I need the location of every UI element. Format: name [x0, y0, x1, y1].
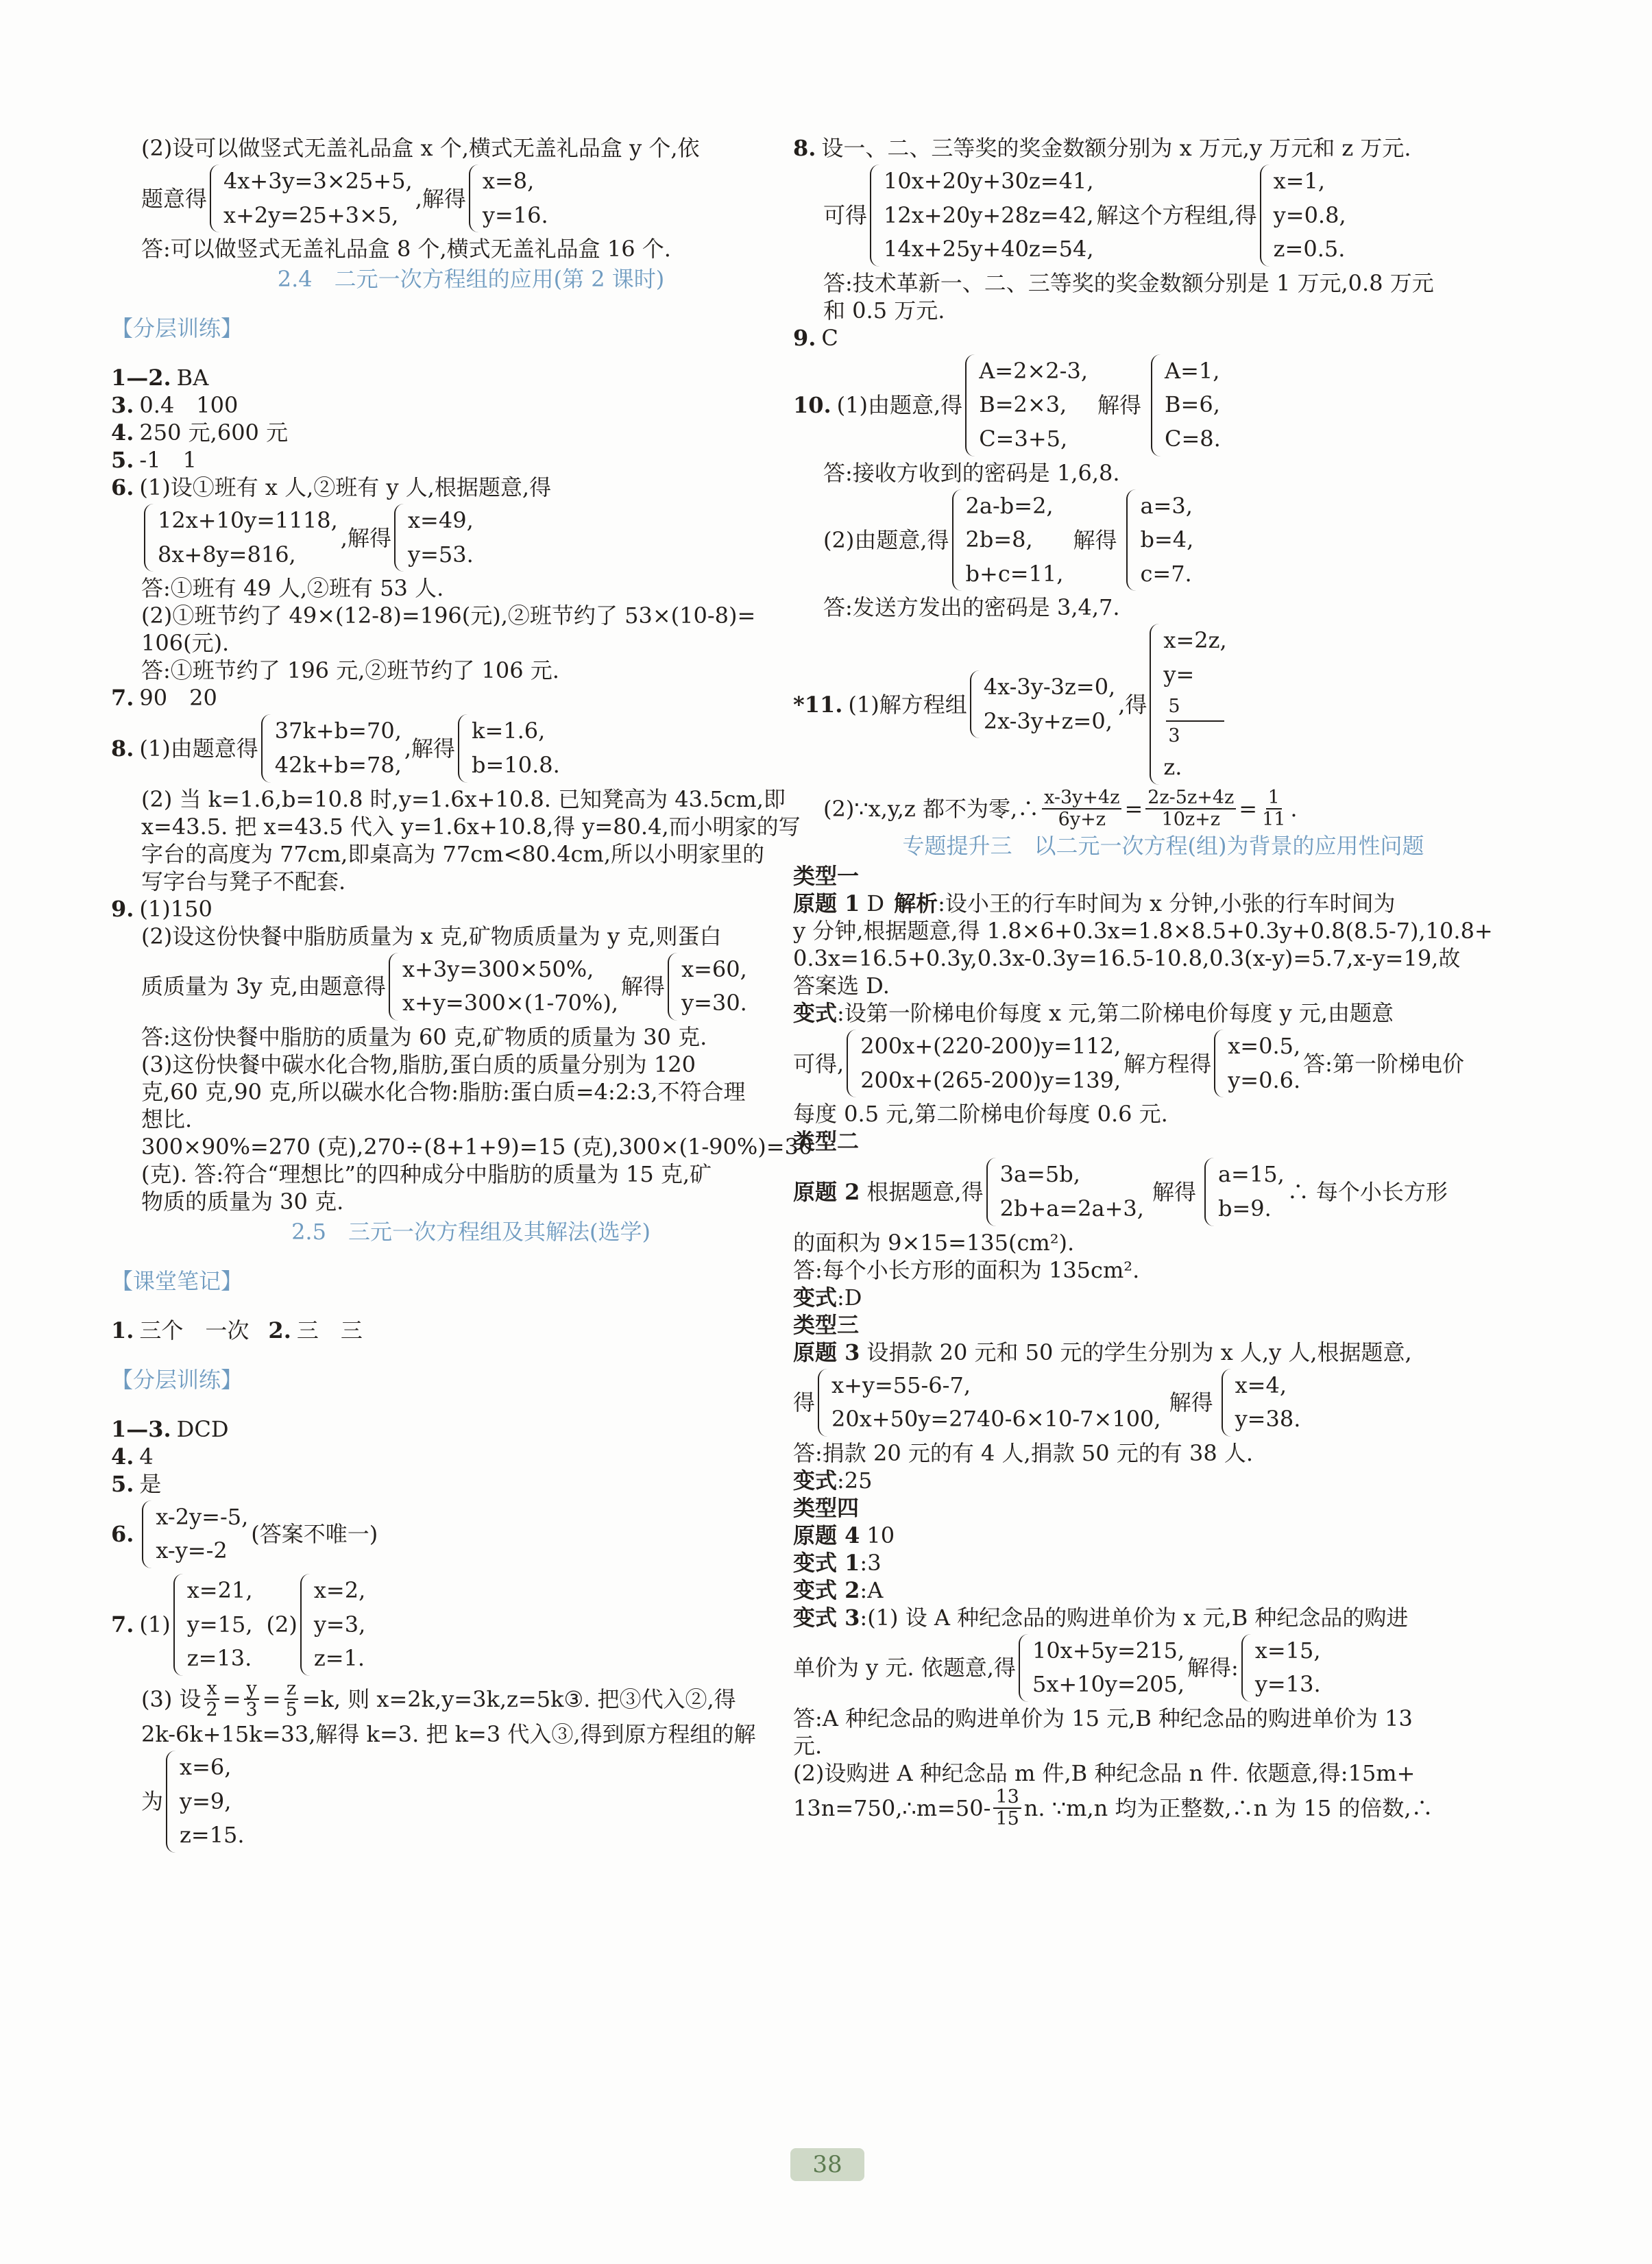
notes-answers [111, 1317, 831, 1344]
var4b [793, 1577, 1533, 1604]
rq10-eq2 [793, 487, 1533, 594]
orig1-line1 [793, 890, 1533, 917]
var4c-p2a: (2)设购进 A 种纪念品 m 件,B 种纪念品 n 件. 依题意,得:15m+ [793, 1760, 1416, 1786]
orig1-ans: D [866, 890, 885, 917]
rq8-line1 [793, 134, 1533, 162]
rq11-f3 [1260, 788, 1287, 829]
orig4-text: 10 [866, 1522, 895, 1548]
r7-p3c [111, 1748, 831, 1855]
l1-eq-lead: 题意得 [141, 185, 208, 212]
q9-p4c: 物质的质量为 30 克. [141, 1188, 344, 1215]
rq10-solve2: 解得 [1073, 526, 1117, 553]
q9-p3c: 想比. [141, 1106, 193, 1132]
var2-label: 变式 [793, 1284, 838, 1311]
var4c-ans2: 元. [793, 1732, 823, 1759]
rq10-sys1-2: C=3+5, [979, 425, 1068, 452]
type4-heading: 类型四 [793, 1494, 860, 1521]
rq11-f2d: 10z+z [1161, 808, 1220, 830]
rq9-num: 9. [793, 324, 816, 351]
var1-equation [793, 1027, 1533, 1100]
rq8-lead: 可得 [823, 202, 868, 229]
r7-p1: (1) [139, 1611, 171, 1638]
q3-num: 3. [111, 392, 134, 419]
q3-text: 0.4 100 [139, 392, 239, 419]
rq11-lead: (1)解方程组 [848, 691, 967, 718]
rq10-sys1-1: B=2×3, [979, 391, 1067, 418]
q5-num: 5. [111, 447, 134, 474]
r7-p3c-text: 为 [141, 1788, 164, 1815]
rq11-sol-1 [1163, 658, 1226, 785]
r7-sol3-0: x=6, [180, 1754, 232, 1781]
r5-text: 是 [139, 1470, 162, 1497]
q8-p2b: x=43.5. 把 x=43.5 代入 y=1.6x+10.8,得 y=80.4,而小明家的写 [141, 813, 801, 840]
var3-text: :25 [837, 1467, 873, 1494]
rq10-sol1-0: A=1, [1165, 357, 1220, 384]
rq8-sol-2: z=0.5. [1273, 236, 1346, 263]
q7-text: 90 20 [139, 685, 217, 711]
orig3-sol-1: y=38. [1235, 1406, 1301, 1433]
q4-num: 4. [111, 419, 134, 446]
r6-sys-0: x-2y=-5, [156, 1503, 249, 1530]
q9-p2a: (2)设这份快餐中脂肪质量为 x 克,矿物质质量为 y 克,则蛋白 [141, 923, 722, 949]
rq10-system1 [965, 354, 1088, 457]
r7-frac-z [284, 1679, 300, 1720]
var4c-a: :(1) 设 A 种纪念品的购进单价为 x 元,B 种纪念品的购进 [860, 1604, 1409, 1631]
q9-sys-1: x+y=300×(1-70%), [402, 990, 619, 1017]
var1-line1 [793, 999, 1533, 1027]
rq10-sol2-1: b=4, [1140, 526, 1194, 553]
var4c-sol-1: y=13. [1254, 1671, 1321, 1698]
var4c-equation [793, 1631, 1533, 1705]
r7-sol2-0: x=2, [313, 1577, 366, 1603]
r4-num: 4. [111, 1443, 134, 1470]
r4-text: 4 [139, 1443, 154, 1470]
l1-sol-0: x=8, [482, 168, 535, 194]
r7-f1n: x [204, 1679, 219, 1701]
r7-sol2-1: y=3, [313, 1611, 366, 1638]
r7-f2n: y [244, 1679, 258, 1701]
q8-system [261, 714, 402, 782]
r5-num: 5. [111, 1470, 134, 1497]
rq11-f1d: 6y+z [1058, 808, 1106, 830]
l1-sol-1: y=16. [482, 202, 548, 228]
var4c-sys-0: 10x+5y=215, [1032, 1637, 1185, 1664]
orig2-solve: 解得 [1152, 1178, 1196, 1205]
q3 [111, 391, 831, 419]
q1-2-text: BA [176, 365, 209, 391]
rq11-f1 [1042, 788, 1121, 829]
var3-label: 变式 [793, 1467, 838, 1494]
l1-answer: 答:可以做竖式无盖礼品盒 8 个,横式无盖礼品盒 16 个. [141, 236, 671, 263]
rq11-eq2: = [1239, 795, 1258, 822]
l1-system [210, 165, 413, 232]
type2-heading: 类型二 [793, 1128, 860, 1155]
q9-solution [668, 953, 747, 1021]
type3-heading: 类型三 [793, 1311, 860, 1338]
n2-num: 2. [268, 1317, 291, 1343]
q6-ans2: 答:①班节约了 196 元,②班节约了 106 元. [141, 657, 559, 684]
var4c-frac [993, 1787, 1021, 1829]
page-number: 38 [790, 2148, 864, 2181]
q9-equation [111, 950, 831, 1023]
var4c-lead: 单价为 y 元. 依题意,得 [793, 1655, 1016, 1681]
class-notes-heading: 【课堂笔记】 [111, 1267, 243, 1294]
rq8-solution [1260, 165, 1346, 267]
rq11-eq1: = [1124, 795, 1143, 822]
r6 [111, 1498, 831, 1571]
rq8-sol-1: y=0.8, [1273, 202, 1346, 228]
rq9 [793, 324, 1533, 352]
q8-p2c: 字台的高度为 77cm,即桌高为 77cm<80.4cm,所以小明家里的 [141, 840, 764, 867]
var4c-line1 [793, 1604, 1533, 1631]
var4a [793, 1549, 1533, 1577]
rq11-p2 [793, 788, 1533, 829]
r7-p2: (2) [266, 1611, 297, 1638]
r6-note: (答案不唯一) [251, 1521, 378, 1548]
r7-sol2-2: z=1. [313, 1645, 365, 1672]
q6-line1 [111, 474, 831, 501]
r4 [111, 1443, 831, 1470]
r5 [111, 1470, 831, 1498]
r7-f3n: z [284, 1679, 298, 1701]
r7-sol1-0: x=21, [186, 1577, 253, 1603]
orig1-a: :设小王的行车时间为 x 分钟,小张的行车时间为 [938, 890, 1396, 917]
rq10-sys2-2: b+c=11, [965, 560, 1064, 587]
layer-train-heading: 【分层训练】 [111, 315, 243, 342]
var4c-sol-0: x=15, [1254, 1637, 1321, 1664]
section-2-5-title: 2.5 三元一次方程组及其解法(选学) [291, 1218, 651, 1245]
rq10-system2 [952, 489, 1064, 592]
orig4 [793, 1522, 1533, 1549]
rq8-equation [793, 162, 1533, 269]
rq10-sol2-2: c=7. [1140, 560, 1192, 587]
type1-heading: 类型一 [793, 863, 860, 890]
q6-text2: (2)①班节约了 49×(12-8)=196(元),②班节约了 53×(10-8)= [141, 602, 756, 629]
q9-sol-1: y=30. [681, 990, 747, 1017]
rq8-ans1: 答:技术革新一、二、三等奖的奖金数额分别是 1 万元,0.8 万元 [823, 269, 1434, 296]
q6-ans1: 答:①班有 49 人,②班有 53 人. [141, 575, 444, 602]
q6-num: 6. [111, 474, 134, 501]
var1-a: :设第一阶梯电价每度 x 元,第二阶梯电价每度 y 元,由题意 [837, 1000, 1394, 1027]
var4c-sys-1: 5x+10y=205, [1032, 1671, 1185, 1698]
rq10-sys2-1: 2b=8, [965, 526, 1033, 553]
l1-line: (2)设可以做竖式无盖礼品盒 x 个,横式无盖礼品盒 y 个,依 [141, 135, 700, 161]
q9-sol-0: x=60, [681, 955, 747, 982]
rq8-sys-1: 12x+20y+28z=42, [884, 202, 1094, 228]
r7-f1d: 2 [206, 1699, 218, 1721]
orig2-b: 的面积为 9×15=135(cm²). [793, 1229, 1075, 1256]
q9-p1 [111, 895, 831, 923]
var2 [793, 1284, 1533, 1311]
r7-eq1: = [222, 1686, 241, 1713]
r7-p3b: 2k-6k+15k=33,解得 k=3. 把 k=3 代入③,得到原方程组的解 [141, 1721, 756, 1748]
orig2-equation [793, 1155, 1533, 1228]
r7-f2d: 3 [245, 1699, 258, 1721]
rq11-sol2-post: z. [1163, 754, 1182, 781]
orig3-a: 设捐款 20 元和 50 元的学生分别为 x 人,y 人,根据题意, [866, 1339, 1412, 1365]
q6-sol-0: x=49, [407, 507, 474, 534]
var4c-p2b-post: n. ∵m,n 均为正整数,∴n 为 15 的倍数,∴ [1023, 1794, 1433, 1821]
q8-solve: ,解得 [404, 735, 456, 762]
r7-p3-rest: =k, 则 x=2k,y=3k,z=5k③. 把③代入②,得 [302, 1686, 736, 1713]
var4b-label: 变式 2 [793, 1577, 860, 1603]
var4b-text: :A [860, 1577, 884, 1603]
orig3-sol-0: x=4, [1235, 1372, 1287, 1398]
right-column [793, 134, 1533, 1829]
var4c-ans1: 答:A 种纪念品的购进单价为 15 元,B 种纪念品的购进单价为 13 [793, 1705, 1413, 1731]
rq10-num: 10. [793, 392, 831, 419]
var1-lead: 可得, [793, 1050, 845, 1077]
q6-text2b: 106(元). [141, 630, 230, 657]
rq10-sol2-0: a=3, [1140, 492, 1193, 519]
q9-ans: 答:这份快餐中脂肪的质量为 60 克,矿物质的质量为 30 克. [141, 1023, 707, 1050]
orig3-system [818, 1369, 1161, 1437]
rq11-f3n: 1 [1266, 788, 1282, 810]
rq10-solution2 [1126, 489, 1193, 592]
rq10-lead1: (1)由题意,得 [836, 392, 963, 419]
orig2-lead: 根据题意,得 [866, 1178, 984, 1205]
q8-solution [458, 714, 560, 782]
r7-frac-y [244, 1679, 260, 1720]
rq11-solve: ,得 [1118, 691, 1147, 718]
q9-p4b: (克). 答:符合“理想比”的四种成分中脂肪的质量为 15 克,矿 [141, 1160, 712, 1187]
r6-num: 6. [111, 1521, 134, 1548]
rq8-solve: 解这个方程组,得 [1096, 202, 1257, 229]
rq11-f2 [1145, 788, 1236, 829]
rq8-text: 设一、二、三等奖的奖金数额分别为 x 万元,y 万元和 z 万元. [821, 135, 1411, 161]
var4c-p2b-pre: 13n=750,∴m=50- [793, 1794, 991, 1821]
rq8-sys-2: 14x+25y+40z=54, [884, 236, 1094, 263]
orig2-ans: 答:每个小长方形的面积为 135cm². [793, 1256, 1140, 1283]
rq8-sys-0: 10x+20y+30z=41, [884, 168, 1094, 194]
rq10-sol1-1: B=6, [1165, 391, 1220, 418]
left-column [111, 134, 831, 1855]
l1-equation [111, 162, 831, 235]
var4c-p2b [793, 1787, 1533, 1829]
rq10-sys1-0: A=2×2-3, [979, 357, 1088, 384]
orig2-solution [1204, 1158, 1285, 1226]
orig2-sol-0: a=15, [1217, 1161, 1285, 1188]
r7-num: 7. [111, 1611, 134, 1638]
rq10-sol1-2: C=8. [1165, 425, 1221, 452]
rq11-sol2-pre: y= [1163, 661, 1195, 687]
r7-sol3-2: z=15. [180, 1822, 245, 1849]
rq11-p1 [793, 621, 1533, 787]
rq11-frac-d: 3 [1168, 725, 1180, 747]
orig3-solve: 解得 [1169, 1389, 1213, 1416]
var1-sol-0: x=0.5, [1228, 1033, 1301, 1060]
q9-system [389, 953, 618, 1021]
r1-3-num: 1—3. [111, 1415, 171, 1442]
rq10-solution1 [1151, 354, 1221, 457]
q7-num: 7. [111, 685, 134, 711]
q6-sol-1: y=53. [407, 541, 474, 568]
q6-solution [394, 504, 474, 572]
orig2-sys-1: 2b+a=2a+3, [999, 1195, 1144, 1221]
rq10-ans1: 答:接收方收到的密码是 1,6,8. [823, 459, 1120, 486]
r7-p3 [111, 1679, 831, 1720]
orig3-sys-0: x+y=55-6-7, [831, 1372, 971, 1398]
rq11-sys-1: 2x-3y+z=0, [983, 707, 1113, 734]
q8-p2a: (2) 当 k=1.6,b=10.8 时,y=1.6x+10.8. 已知凳高为 43.5cm,即 [141, 786, 786, 812]
orig2-system [986, 1158, 1144, 1226]
var4c-frac-d: 15 [995, 1807, 1019, 1829]
rq8-system [870, 165, 1093, 267]
r7-sol3 [166, 1751, 245, 1853]
q9-solve: 解得 [621, 973, 666, 1000]
rq11-end: . [1290, 795, 1298, 822]
r7-eq2: = [262, 1686, 281, 1713]
q8-equation [111, 711, 831, 785]
orig1-d: 答案选 D. [793, 973, 890, 999]
var1-b: 每度 0.5 元,第二阶梯电价每度 0.6 元. [793, 1101, 1168, 1128]
rq11-sys-0: 4x-3y-3z=0, [983, 673, 1116, 700]
r1-3 [111, 1415, 831, 1443]
q9-p4a: 300×90%=270 (克),270÷(8+1+9)=15 (克),300×(1-90%)=30 [141, 1133, 813, 1160]
r7-frac-x [204, 1679, 220, 1720]
q9-num: 9. [111, 895, 134, 922]
rq10-eq1 [793, 352, 1533, 459]
orig3-ans: 答:捐款 20 元的有 4 人,捐款 50 元的有 38 人. [793, 1439, 1254, 1466]
q9-sys-0: x+3y=300×50%, [402, 955, 594, 982]
l1-solution [469, 165, 548, 232]
orig1-c: 0.3x=16.5+0.3y,0.3x-0.3y=16.5-10.8,0.3(x-y)=5.7,x-y=19,故 [793, 945, 1461, 972]
n2-text: 三 三 [296, 1317, 363, 1343]
q4-text: 250 元,600 元 [139, 419, 289, 446]
l1-sys-0: 4x+3y=3×25+5, [223, 168, 413, 194]
r6-system [142, 1500, 248, 1568]
q8-sys-1: 42k+b=78, [274, 751, 402, 778]
q6-solve: ,解得 [340, 524, 391, 551]
rq10-ans2: 答:发送方发出的密码是 3,4,7. [823, 594, 1120, 621]
q6-text1: (1)设①班有 x 人,②班有 y 人,根据题意,得 [139, 474, 552, 501]
q1-2-num: 1—2. [111, 365, 171, 391]
var1-system [847, 1030, 1121, 1097]
q8-p2d: 写字台与凳子不配套. [141, 868, 346, 894]
orig1-analysis-label: 解析 [894, 890, 938, 917]
q8-sys-0: 37k+b=70, [274, 718, 402, 744]
layer-train2-heading: 【分层训练】 [111, 1366, 243, 1393]
orig2-sol-1: b=9. [1217, 1195, 1272, 1221]
topic-title: 专题提升三 以二元一次方程(组)为背景的应用性问题 [902, 833, 1424, 860]
r7-f3d: 5 [285, 1699, 297, 1721]
rq10-sys2-0: 2a-b=2, [965, 492, 1054, 519]
q4 [111, 419, 831, 446]
q8-sol-1: b=10.8. [472, 751, 560, 778]
var4c-system [1019, 1634, 1185, 1702]
r7-sol2 [300, 1574, 365, 1676]
var4a-label: 变式 1 [793, 1549, 860, 1576]
orig1-label: 原题 1 [793, 890, 860, 917]
q7 [111, 684, 831, 711]
q6-equation [111, 501, 831, 574]
var4c-solve: 解得: [1187, 1655, 1239, 1681]
rq9-text: C [821, 324, 838, 351]
rq11-solution [1150, 624, 1226, 784]
var1-solution [1214, 1030, 1300, 1097]
orig3-sys-1: 20x+50y=2740-6×10-7×100, [831, 1406, 1161, 1433]
var1-tail: 答:第一阶梯电价 [1303, 1050, 1464, 1077]
r7-sol1-1: y=15, [186, 1611, 253, 1638]
q6-sys-1: 8x+8y=816, [158, 541, 296, 568]
var1-sys-0: 200x+(220-200)y=112, [860, 1033, 1121, 1060]
var4c-solution [1241, 1634, 1321, 1702]
rq11-f3d: 11 [1262, 808, 1286, 830]
orig3-solution [1222, 1369, 1301, 1437]
r7-sol3-1: y=9, [180, 1788, 232, 1814]
q6-system [144, 504, 338, 572]
orig2-label: 原题 2 [793, 1178, 860, 1205]
r7-p3-lead: (3) 设 [141, 1686, 202, 1713]
section-2-4-title: 2.4 二元一次方程组的应用(第 2 课时) [277, 266, 665, 293]
var2-text: :D [837, 1284, 862, 1311]
q5-text: -1 1 [139, 447, 197, 474]
r1-3-text: DCD [176, 1415, 229, 1442]
q8-num: 8. [111, 735, 134, 762]
rq11-frac [1166, 692, 1224, 751]
rq11-f2n: 2z-5z+4z [1145, 788, 1236, 810]
q9-p2lead: 质质量为 3y 克,由题意得 [141, 973, 386, 1000]
n1-num: 1. [111, 1317, 134, 1343]
rq8-ans2: 和 0.5 万元. [823, 297, 945, 324]
rq8-sol-0: x=1, [1273, 168, 1326, 194]
orig3-equation [793, 1366, 1533, 1439]
var3 [793, 1467, 1533, 1494]
var4a-text: :3 [860, 1549, 882, 1576]
var1-solve: 解方程得 [1123, 1050, 1212, 1077]
rq11-num: *11. [793, 691, 843, 718]
r6-sys-1: x-y=-2 [156, 1537, 228, 1564]
var1-sys-1: 200x+(265-200)y=139, [860, 1067, 1121, 1093]
rq10-solve1: 解得 [1097, 392, 1141, 419]
r7-sol1-2: z=13. [186, 1645, 252, 1672]
orig4-label: 原题 4 [793, 1522, 860, 1548]
orig3-line1 [793, 1339, 1533, 1366]
l1-solve: ,解得 [415, 185, 466, 212]
rq11-frac-n: 5 [1166, 692, 1224, 722]
rq11-p2-lead: (2)∵x,y,z 都不为零,∴ [823, 795, 1040, 822]
q1-2 [111, 364, 831, 391]
orig3-label: 原题 3 [793, 1339, 860, 1365]
q5 [111, 446, 831, 474]
orig2-tail: ∴ 每个小长方形 [1287, 1178, 1448, 1205]
rq11-system [970, 670, 1115, 738]
var4c-label: 变式 3 [793, 1604, 860, 1631]
rq11-sol-0: x=2z, [1163, 627, 1227, 654]
q9-p3b: 克,60 克,90 克,所以碳水化合物:脂肪:蛋白质=4:2:3,不符合理 [141, 1078, 746, 1105]
n1-text: 三个 一次 [139, 1317, 250, 1343]
orig1-b: y 分钟,根据题意,得 1.8×6+0.3x=1.8×8.5+0.3y+0.8(8.5-7),10.8+ [793, 918, 1493, 945]
r7-line1 [111, 1571, 831, 1679]
r7-sol1 [173, 1574, 253, 1676]
q6-sys-0: 12x+10y=1118, [158, 507, 338, 534]
l1-sys-1: x+2y=25+3×5, [223, 202, 399, 228]
q9-p1-text: (1)150 [139, 895, 212, 922]
var4c-frac-n: 13 [993, 1787, 1021, 1809]
q8-lead: (1)由题意得 [139, 735, 258, 762]
var1-sol-1: y=0.6. [1228, 1067, 1301, 1093]
rq10-lead2: (2)由题意,得 [823, 526, 949, 553]
rq8-num: 8. [793, 135, 816, 161]
rq11-f1n: x-3y+4z [1042, 788, 1121, 810]
var1-label: 变式 [793, 1000, 838, 1027]
q9-p3a: (3)这份快餐中碳水化合物,脂肪,蛋白质的质量分别为 120 [141, 1051, 696, 1078]
orig3-lead: 得 [793, 1389, 816, 1416]
q8-sol-0: k=1.6, [472, 718, 546, 744]
orig2-sys-0: 3a=5b, [999, 1161, 1080, 1188]
